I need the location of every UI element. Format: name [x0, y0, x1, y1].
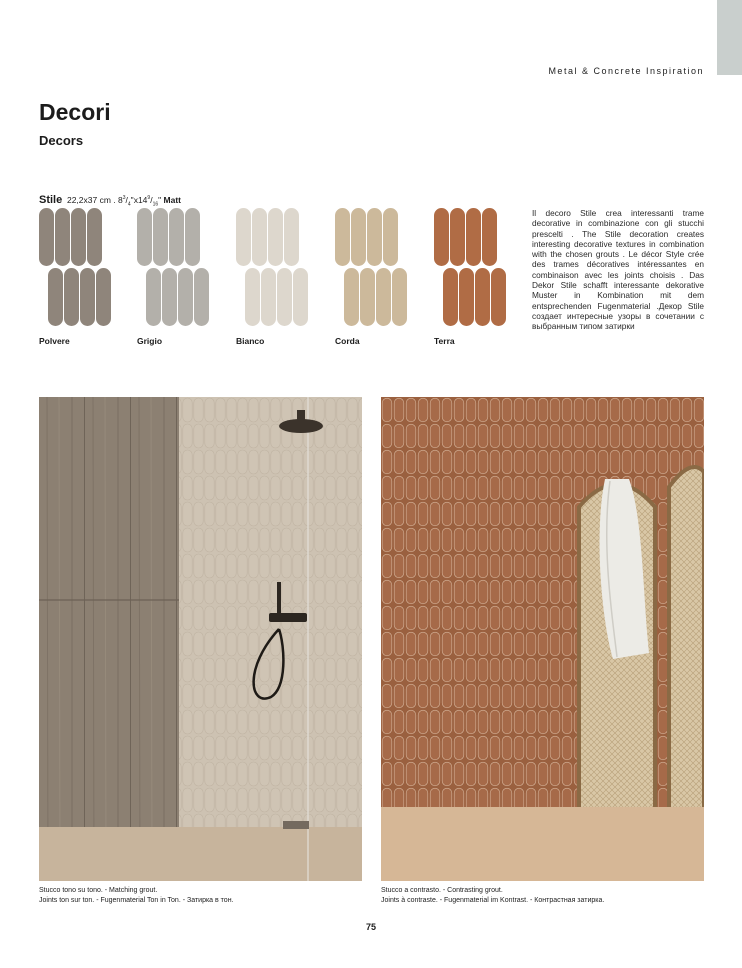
swatch-label-grigio: Grigio [137, 336, 163, 346]
caption-right: Stucco a contrasto. - Contrasting grout. Joints à contraste. - Fugenmaterial im Kontrast. - Контрастная затирка. [381, 887, 605, 904]
tile-pill [392, 268, 407, 326]
tile-pill [55, 208, 70, 266]
swatch-grigio [137, 208, 209, 330]
photo-matching-grout [39, 397, 362, 881]
section-header: Metal & Concrete Inspiration [548, 66, 704, 76]
tile-pill [178, 268, 193, 326]
product-description: Il decoro Stile crea interessanti trame decorative in combinazione con gli stucchi prescelti . The Stile decoration creates interesting decorative textures in combination with the chosen grouts . Le décor Style crée des trames décoratives intéressantes en combinaison avec les joints choisis . Das Dekor Stile schafft interessante dekorative Muster in Kombination mit dem entsprechenden Fugenmaterial .Декор Stile создает интересные узоры в сочетании с выбранным типом затирки [532, 208, 704, 332]
swatch-label-terra: Terra [434, 336, 455, 346]
tile-pill [268, 208, 283, 266]
tile-pill [245, 268, 260, 326]
section-tab [717, 0, 742, 75]
page-title: Decori [39, 99, 111, 125]
tile-pill [293, 268, 308, 326]
product-finish: Matt [163, 195, 182, 205]
swatch-label-polvere: Polvere [39, 336, 70, 346]
photo-contrasting-grout [381, 397, 704, 881]
tile-pill [277, 268, 292, 326]
swatch-polvere [39, 208, 111, 330]
tile-pill [367, 208, 382, 266]
tile-pill [335, 208, 350, 266]
tile-pill [491, 268, 506, 326]
tile-pill [443, 268, 458, 326]
swatch-label-bianco: Bianco [236, 336, 265, 346]
tile-pill [87, 208, 102, 266]
tile-pill [252, 208, 267, 266]
tile-pill [475, 268, 490, 326]
tile-pill [261, 268, 276, 326]
swatch-terra [434, 208, 506, 330]
tile-pill [236, 208, 251, 266]
product-spec [39, 194, 181, 208]
page-number: 75 [365, 922, 376, 932]
tile-pill [194, 268, 209, 326]
tile-pill [360, 268, 375, 326]
bathroom-scene-image [381, 397, 704, 881]
tile-pill [137, 208, 152, 266]
tile-pill [169, 208, 184, 266]
tile-pill [344, 268, 359, 326]
swatch-corda [335, 208, 407, 330]
tile-pill [146, 268, 161, 326]
tile-pill [153, 208, 168, 266]
tile-pill [376, 268, 391, 326]
page-subtitle: Decors [39, 133, 84, 148]
tile-pill [96, 268, 111, 326]
tile-pill [351, 208, 366, 266]
tile-pill [434, 208, 449, 266]
swatch-label-corda: Corda [335, 336, 360, 346]
caption-left: Stucco tono su tono. - Matching grout. Joints ton sur ton. - Fugenmaterial Ton in Ton. - Затирка в тон. [39, 887, 234, 904]
tile-pill [383, 208, 398, 266]
tile-pill [48, 268, 63, 326]
product-size: 22,2x37 cm . $8^3/_4"x14^9/_{16}$" [66, 195, 162, 208]
tile-pill [162, 268, 177, 326]
tile-pill [450, 208, 465, 266]
tile-pill [39, 208, 54, 266]
tile-pill [64, 268, 79, 326]
tile-pill [459, 268, 474, 326]
tile-pill [71, 208, 86, 266]
tile-pill [466, 208, 481, 266]
shower-scene-image [39, 397, 362, 881]
tile-pill [284, 208, 299, 266]
product-name: Stile [39, 194, 63, 206]
tile-pill [482, 208, 497, 266]
swatch-bianco [236, 208, 308, 330]
tile-pill [80, 268, 95, 326]
tile-pill [185, 208, 200, 266]
